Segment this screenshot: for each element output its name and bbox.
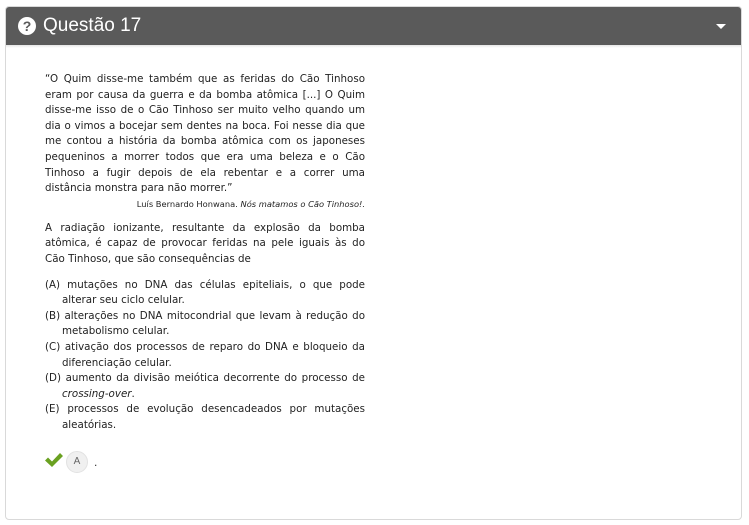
option-letter: (C) — [45, 340, 61, 353]
option-letter: (D) — [45, 372, 61, 385]
option-a — [45, 278, 365, 309]
option-suffix: . — [131, 387, 135, 400]
source-author: Luís Bernardo Honwana. — [136, 198, 238, 209]
option-c — [45, 340, 365, 371]
option-letter: (B) — [45, 309, 61, 322]
option-text: ativação dos processos de reparo do DNA e bloqueio da diferenciação celular. — [62, 340, 365, 369]
answer-text: . — [94, 455, 98, 469]
question-stem: A radiação ionizante, resultante da explosão da bomba atômica, é capaz de provocar feridas na pele iguais às do Cão Tinhoso, que são consequências de — [45, 221, 365, 265]
option-d — [45, 371, 365, 402]
header-divider — [6, 45, 741, 48]
option-text: processos de evolução desencadeados por mutações aleatórias. — [62, 403, 365, 431]
question-body — [45, 72, 365, 433]
question-circle-icon: ? — [18, 17, 36, 35]
answer-letter-badge: A — [66, 451, 88, 473]
source-title: Nós matamos o Cão Tinhoso!. — [240, 198, 365, 209]
question-quote: “O Quim disse-me também que as feridas do Cão Tinhoso eram por causa da guerra e da bomba atômica [...] O Quim disse-me isso de o Cão Tinhoso ser muito velho quando um dia o vimos a bocejar sem dentes na boca. Foi nesse dia que me contou a história da bomba atômica com os japoneses pequeninos a morrer todos que era uma beleza e o Cão Tinhoso a fugir depois de ela rebentar e a correr uma distância monstra para não morrer.” — [45, 73, 365, 195]
option-letter: (A) — [45, 278, 61, 291]
option-text: aumento da divisão meiótica decorrente do processo de — [65, 372, 365, 385]
option-text: mutações no DNA das células epiteliais, o que pode alterar seu ciclo celular. — [62, 278, 365, 307]
option-e — [45, 402, 365, 433]
question-header[interactable] — [6, 7, 741, 45]
option-b — [45, 309, 365, 340]
option-letter: (E) — [45, 403, 60, 416]
caret-down-icon[interactable] — [716, 24, 726, 29]
answer-options — [45, 278, 365, 434]
quote-source — [45, 198, 365, 210]
option-text: alterações no DNA mitocondrial que levam à redução do metabolismo celular. — [62, 309, 365, 338]
checkmark-icon — [44, 452, 64, 468]
option-emphasis: crossing-over — [62, 387, 132, 400]
question-title: Questão 17 — [43, 15, 142, 36]
